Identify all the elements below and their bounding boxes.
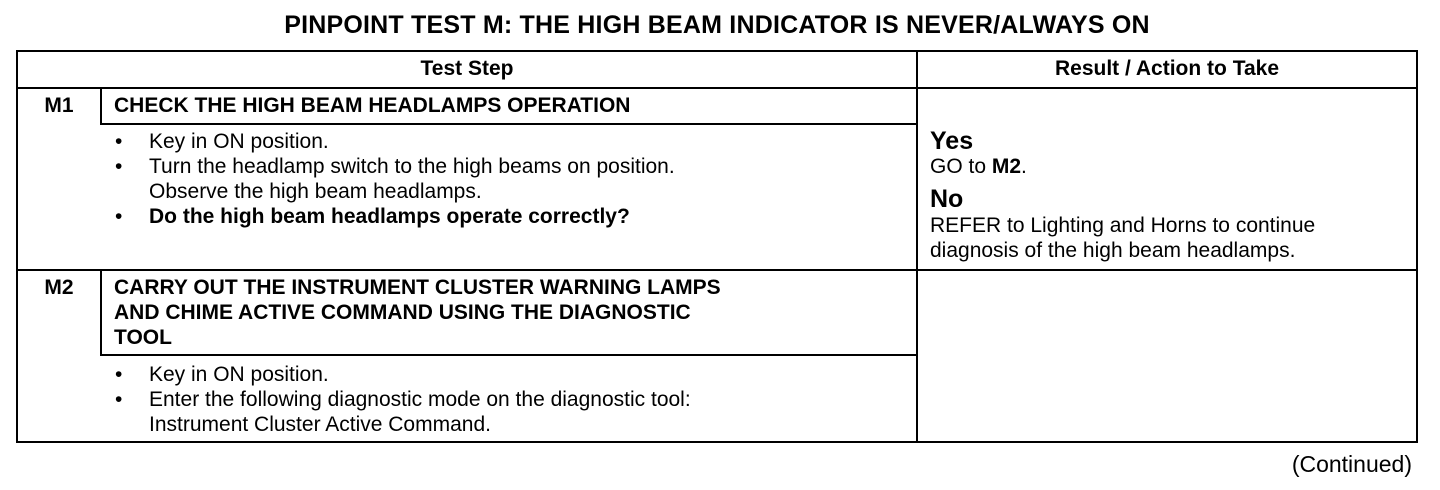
m1-heading-underline xyxy=(100,123,918,125)
column-header-test-step: Test Step xyxy=(420,57,514,80)
m1-bullet-question: Do the high beam headlamps operate correctly? xyxy=(149,205,630,228)
m1-result-no-line1: REFER to Lighting and Horns to continue xyxy=(930,214,1316,237)
column-header-result: Result / Action to Take xyxy=(1054,57,1280,80)
step-id-divider-m1 xyxy=(100,87,102,125)
m1-result-no-line2: diagnosis of the high beam headlamps. xyxy=(930,239,1296,262)
step-id-m1: M1 xyxy=(44,94,74,117)
m1-bullet-1: Key in ON position. xyxy=(149,130,329,153)
bullet-dot: • xyxy=(115,155,123,178)
column-divider xyxy=(916,52,918,441)
bullet-dot: • xyxy=(115,130,123,153)
m1-yes-suffix: . xyxy=(1021,155,1027,178)
m1-bullet-2: Turn the headlamp switch to the high beams on position. xyxy=(149,155,675,178)
pinpoint-test-table xyxy=(16,50,1418,443)
step-heading-m2-line1: CARRY OUT THE INSTRUMENT CLUSTER WARNING LAMPS xyxy=(114,276,721,299)
step-heading-m2-line2: AND CHIME ACTIVE COMMAND USING THE DIAGNOSTIC xyxy=(114,301,691,324)
bullet-dot: • xyxy=(115,205,123,228)
bullet-dot: • xyxy=(115,388,123,411)
m2-bullet-2-continuation: Instrument Cluster Active Command. xyxy=(149,413,491,436)
m1-yes-prefix: GO to xyxy=(930,155,992,178)
header-divider xyxy=(18,87,1416,89)
m1-m2-row-divider xyxy=(18,269,1416,271)
m2-bullet-1: Key in ON position. xyxy=(149,363,329,386)
m2-heading-underline xyxy=(100,354,918,356)
bullet-dot: • xyxy=(115,363,123,386)
m2-bullet-2: Enter the following diagnostic mode on the diagnostic tool: xyxy=(149,388,691,411)
step-heading-m2-line3: TOOL xyxy=(114,326,172,349)
m1-result-no-label: No xyxy=(930,185,964,213)
step-heading-m1: CHECK THE HIGH BEAM HEADLAMPS OPERATION xyxy=(114,94,631,117)
m1-result-yes-label: Yes xyxy=(930,127,974,155)
m1-bullet-2-continuation: Observe the high beam headlamps. xyxy=(149,180,482,203)
page-title: PINPOINT TEST M: THE HIGH BEAM INDICATOR IS NEVER/ALWAYS ON xyxy=(284,11,1150,39)
continued-note: (Continued) xyxy=(1291,451,1412,477)
step-id-m2: M2 xyxy=(44,276,74,299)
step-id-divider-m2 xyxy=(100,269,102,355)
m1-yes-target: M2 xyxy=(991,155,1022,178)
m1-result-yes-action xyxy=(930,154,1027,179)
